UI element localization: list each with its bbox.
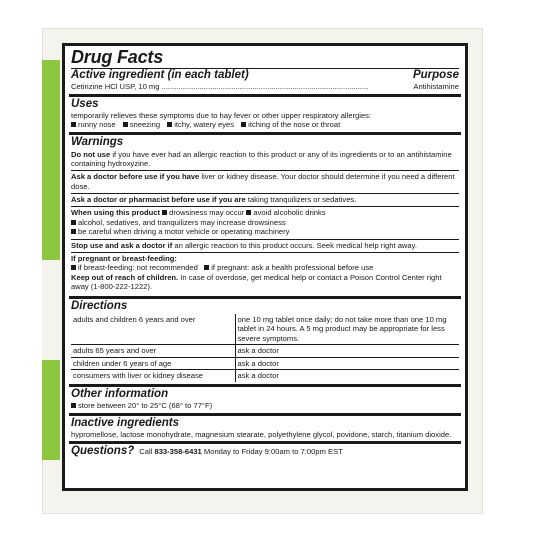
table-cell-what: ask a doctor xyxy=(235,370,459,382)
purpose-heading: Purpose xyxy=(412,69,459,81)
pregnancy-block: If pregnant or breast-feeding: if breast-feeding: not recommended if pregnant: ask a health professional before use Keep out of reach of children. In case of overdose, get medical help or contact a Poison Control Center right away (1-800-222-1222). xyxy=(71,253,442,292)
when-using-block: When using this product drowsiness may occur avoid alcoholic drinks alcohol, sedatives, and tranquilizers may increase drowsiness be careful when driving a motor vehicle or operating machinery xyxy=(71,207,459,239)
table-row xyxy=(71,370,459,382)
title-section xyxy=(69,46,461,97)
ask-pharmacist-block: Ask a doctor or pharmacist before use if you are taking tranquilizers or sedatives. xyxy=(71,194,459,207)
questions-row xyxy=(71,445,459,458)
questions-contact: Call 833-358-6431 Monday to Friday 9:00am to 7:00pm EST xyxy=(139,447,343,457)
bullet-square-icon xyxy=(241,122,246,127)
package-band xyxy=(42,260,60,360)
bullet-square-icon xyxy=(71,220,76,225)
ask-doctor-block: Ask a doctor before use if you have liver or kidney disease. Your doctor should determine if you need a different dose. xyxy=(71,171,459,194)
table-row xyxy=(71,345,459,358)
bullet-square-icon xyxy=(71,265,76,270)
purpose-text: Antihistamine xyxy=(413,82,459,91)
list-item: sneezing xyxy=(123,120,160,129)
table-cell-who: consumers with liver or kidney disease xyxy=(71,370,235,382)
other-info-item: store between 20° to 25°C (68° to 77°F) xyxy=(71,401,459,411)
table-row xyxy=(71,357,459,370)
bullet-square-icon xyxy=(71,229,76,234)
active-header-row xyxy=(71,69,459,82)
warnings-section xyxy=(69,135,461,299)
questions-heading: Questions? xyxy=(71,445,135,458)
active-ingredient-row xyxy=(71,82,459,92)
bullet-square-icon xyxy=(71,403,76,408)
active-ingredient-text: Cetirizine HCl USP, 10 mg .................................................................................................. xyxy=(71,82,369,91)
bullet-square-icon xyxy=(123,122,128,127)
page-title: Drug Facts xyxy=(71,47,164,67)
inactive-heading: Inactive ingredients xyxy=(71,416,180,429)
uses-section xyxy=(69,97,461,135)
directions-heading: Directions xyxy=(71,299,128,312)
inactive-text: hypromellose, lactose monohydrate, magnesium stearate, polyethylene glycol, povidone, starch, titanium dioxide. xyxy=(71,429,452,439)
warnings-heading: Warnings xyxy=(71,135,124,148)
questions-section xyxy=(69,444,461,460)
bullet-square-icon xyxy=(162,210,167,215)
inactive-section xyxy=(69,416,461,445)
uses-list xyxy=(71,120,459,130)
table-cell-what: ask a doctor xyxy=(235,345,459,358)
drug-facts-panel xyxy=(62,43,468,491)
other-info-section xyxy=(69,387,461,416)
do-not-use-block: Do not use if you have ever had an allergic reaction to this product or any of its ingredients or to an antihistamine containing hydroxyzine. xyxy=(71,149,459,172)
other-info-heading: Other information xyxy=(71,388,169,401)
bullet-square-icon xyxy=(246,210,251,215)
uses-intro: temporarily relieves these symptoms due to hay fever or other upper respiratory allergies: xyxy=(71,110,372,120)
table-cell-who: adults 65 years and over xyxy=(71,345,235,358)
stop-use-block: Stop use and ask a doctor if an allergic reaction to this product occurs. Seek medical help right away. xyxy=(71,240,459,253)
directions-table xyxy=(71,314,459,383)
list-item: runny nose xyxy=(71,120,116,129)
list-item: itching of the nose or throat xyxy=(241,120,340,129)
table-cell-what: ask a doctor xyxy=(235,357,459,370)
bullet-square-icon xyxy=(204,265,209,270)
active-ingredient-heading: Active ingredient (in each tablet) xyxy=(71,69,249,81)
directions-section xyxy=(69,299,461,388)
table-row xyxy=(71,314,459,345)
bullet-square-icon xyxy=(71,122,76,127)
phone-number: 833-358-6431 xyxy=(154,447,202,457)
bullet-square-icon xyxy=(167,122,172,127)
list-item: itchy, watery eyes xyxy=(167,120,234,129)
table-cell-who: adults and children 6 years and over xyxy=(71,314,235,345)
uses-heading: Uses xyxy=(71,97,99,110)
green-accent-strip xyxy=(42,60,60,260)
green-accent-strip-lower xyxy=(42,360,60,460)
table-cell-who: children under 6 years of age xyxy=(71,357,235,370)
table-cell-what: one 10 mg tablet once daily; do not take more than one 10 mg tablet in 24 hours. A 5 mg product may be appropriate for less severe symptoms. xyxy=(235,314,459,345)
